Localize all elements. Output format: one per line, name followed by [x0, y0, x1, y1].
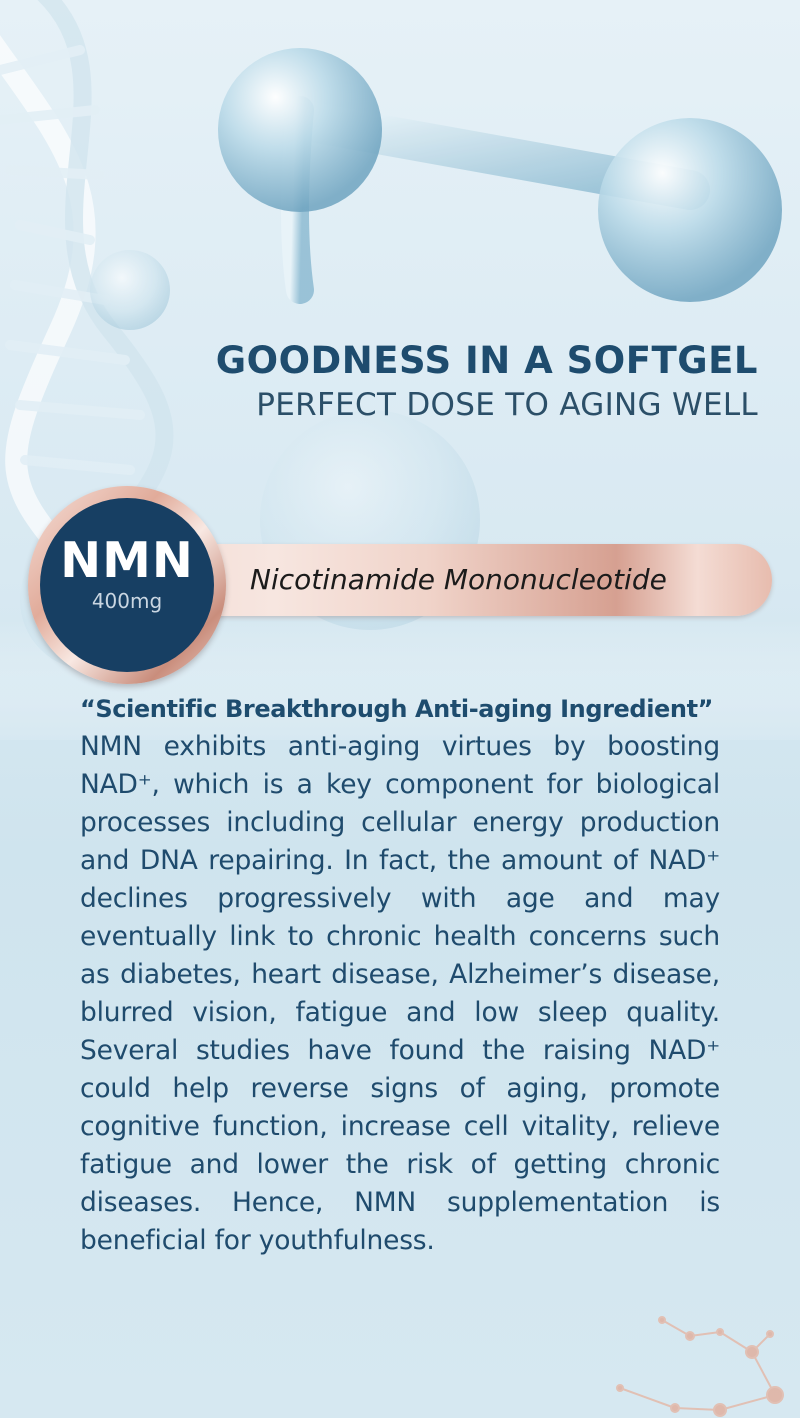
ingredient-full-name: Nicotinamide Mononucleotide — [250, 563, 667, 596]
hero-headline-block — [58, 340, 758, 425]
hero-subheadline: PERFECT DOSE TO AGING WELL — [256, 386, 758, 423]
nmn-badge-dose: 400mg — [91, 589, 163, 613]
description-quote: “Scientific Breakthrough Anti-aging Ingredient” — [80, 695, 714, 723]
nmn-badge — [40, 498, 214, 672]
hero-headline: GOODNESS IN A SOFTGEL — [215, 339, 758, 382]
nmn-badge-title: NMN — [60, 532, 194, 589]
network-dots-graphic — [617, 1317, 783, 1416]
description-body: NMN exhibits anti-aging virtues by boosting NAD⁺, which is a key component for biological processes including cellular energy production and DNA repairing. In fact, the amount of NAD⁺ declines progressively with age and may eventually link to chronic health concerns such as diabetes, heart disease, Alzheimer’s disease, blurred vision, fatigue and low sleep quality. Several studies have found the raising NAD⁺ could help reverse signs of aging, promote cognitive function, increase cell vitality, relieve fatigue and lower the risk of getting chronic diseases. Hence, NMN supplementation is beneficial for youthfulness. — [80, 731, 720, 1256]
description-block — [80, 690, 720, 1260]
